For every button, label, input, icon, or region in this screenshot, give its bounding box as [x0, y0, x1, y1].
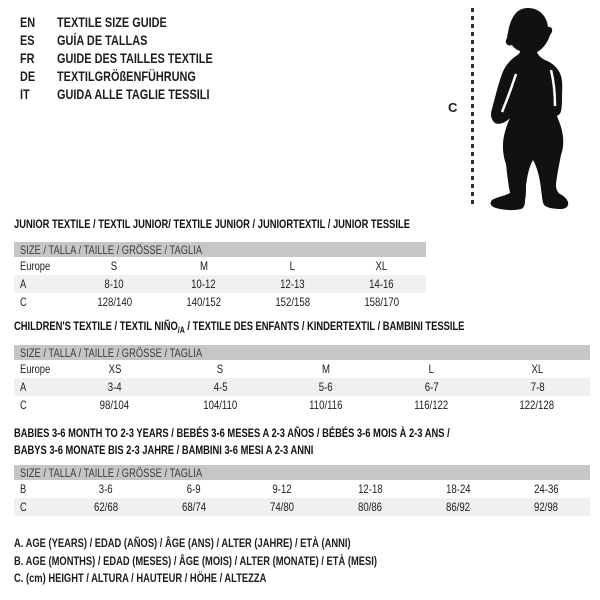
- cell: 10-12: [191, 277, 216, 291]
- table-row: [14, 378, 590, 396]
- height-measure-label: C: [448, 100, 458, 115]
- cell: M: [199, 259, 208, 273]
- cell: 14-16: [369, 277, 394, 291]
- cell: 9-12: [272, 482, 292, 496]
- cell: 18-24: [445, 482, 471, 496]
- row-label: Europe: [20, 259, 51, 273]
- row-label: A: [20, 277, 27, 291]
- cell: 128/140: [97, 295, 132, 309]
- cell: 104/110: [203, 398, 238, 412]
- cell: 12-13: [280, 277, 305, 291]
- cell: 116/122: [414, 398, 449, 412]
- section-title-junior: JUNIOR TEXTILE / TEXTIL JUNIOR/ TEXTILE JUNIOR / JUNIORTEXTIL / JUNIOR TESSILE: [14, 217, 410, 231]
- table-row: [14, 360, 590, 378]
- cell: 74/80: [269, 500, 295, 514]
- size-header-bar: SIZE / TALLA / TAILLE / GRÖSSE / TAGLIA: [14, 242, 426, 257]
- language-code: ES: [20, 32, 35, 48]
- footnote-height: C. (cm) HEIGHT / ALTURA / HAUTEUR / HÖHE / ALTEZZA: [14, 571, 267, 585]
- cell: 3-6: [99, 482, 113, 496]
- section-title-children: CHILDREN'S TEXTILE / TEXTIL $NIÑO_{/A}$ / TEXTILE DES ENFANTS / KINDERTEXTIL / BAMBINI TESSILE: [14, 319, 465, 335]
- baby-figure: [440, 0, 600, 220]
- junior-size-table: [14, 242, 426, 311]
- cell: 80/86: [357, 500, 383, 514]
- cell: 12-18: [357, 482, 383, 496]
- row-label: C: [20, 295, 27, 309]
- cell: 158/170: [364, 295, 399, 309]
- table-row: [14, 275, 426, 293]
- cell: 140/152: [186, 295, 221, 309]
- footnote-age-months: B. AGE (MONTHS) / EDAD (MESES) / ÂGE (MOIS) / ALTER (MONATE) / ETÀ (MESI): [14, 553, 377, 568]
- footnote-age-years: A. AGE (YEARS) / EDAD (AÑOS) / ÂGE (ANS) / ALTER (JAHRE) / ETÀ (ANNI): [14, 536, 351, 550]
- baby-silhouette-icon: [483, 8, 593, 213]
- language-label: GUIDA ALLE TAGLIE TESSILI: [57, 86, 210, 102]
- cell: 8-10: [104, 277, 125, 291]
- row-label: A: [20, 380, 27, 394]
- language-row: [20, 67, 257, 85]
- cell: 24-36: [533, 482, 559, 496]
- cell: 86/92: [445, 500, 471, 514]
- cell: XL: [375, 259, 388, 273]
- cell: S: [111, 259, 118, 273]
- cell: XL: [531, 362, 544, 376]
- language-title-list: [20, 13, 257, 103]
- footnote-legend: [14, 535, 479, 588]
- language-row: [20, 49, 257, 67]
- row-label: Europe: [20, 362, 51, 376]
- cell: L: [289, 259, 296, 273]
- language-code: IT: [20, 86, 30, 102]
- language-code: EN: [20, 14, 36, 30]
- size-header-bar: SIZE / TALLA / TAILLE / GRÖSSE / TAGLIA: [14, 345, 590, 360]
- cell: 92/98: [533, 500, 559, 514]
- row-label: C: [20, 500, 27, 514]
- section-title-babies: BABIES 3-6 MONTH TO 2-3 YEARS / BEBÉS 3-6 MESES A 2-3 AÑOS / BÉBÉS 3-6 MOIS À 2-3 ANS / BABYS 3-6 MONATE BIS 2-3 JAHRE / BAMBINI 3-6 MESI A 2-3 ANNI: [14, 426, 450, 457]
- cell: XS: [108, 362, 122, 376]
- cell: 62/68: [93, 500, 119, 514]
- language-label: TEXTILE SIZE GUIDE: [57, 14, 167, 30]
- table-row: [14, 498, 590, 516]
- babies-size-table: [14, 465, 590, 516]
- cell: 68/74: [181, 500, 207, 514]
- row-label: B: [20, 482, 27, 496]
- language-code: DE: [20, 68, 36, 84]
- table-row: [14, 257, 426, 275]
- cell: 152/158: [275, 295, 310, 309]
- cell: M: [321, 362, 330, 376]
- height-measure-line: [471, 8, 474, 206]
- language-code: FR: [20, 50, 35, 66]
- size-header-bar: SIZE / TALLA / TAILLE / GRÖSSE / TAGLIA: [14, 465, 590, 480]
- language-row: [20, 31, 257, 49]
- table-row: [14, 293, 426, 311]
- cell: 3-4: [107, 380, 122, 394]
- cell: S: [217, 362, 224, 376]
- cell: 122/128: [519, 398, 555, 412]
- language-row: [20, 13, 257, 31]
- table-row: [14, 396, 590, 414]
- cell: 4-5: [213, 380, 228, 394]
- cell: 6-7: [424, 380, 439, 394]
- cell: L: [428, 362, 435, 376]
- language-label: TEXTILGRÖßENFÜHRUNG: [57, 68, 196, 84]
- children-size-table: [14, 345, 590, 414]
- cell: 110/116: [309, 398, 343, 412]
- language-label: GUÍA DE TALLAS: [57, 32, 148, 48]
- cell: 5-6: [319, 380, 333, 394]
- cell: 98/104: [100, 398, 130, 412]
- language-row: [20, 85, 257, 103]
- table-row: [14, 480, 590, 498]
- cell: 6-9: [187, 482, 201, 496]
- row-label: C: [20, 398, 27, 412]
- cell: 7-8: [530, 380, 545, 394]
- language-label: GUIDE DES TAILLES TEXTILE: [57, 50, 213, 66]
